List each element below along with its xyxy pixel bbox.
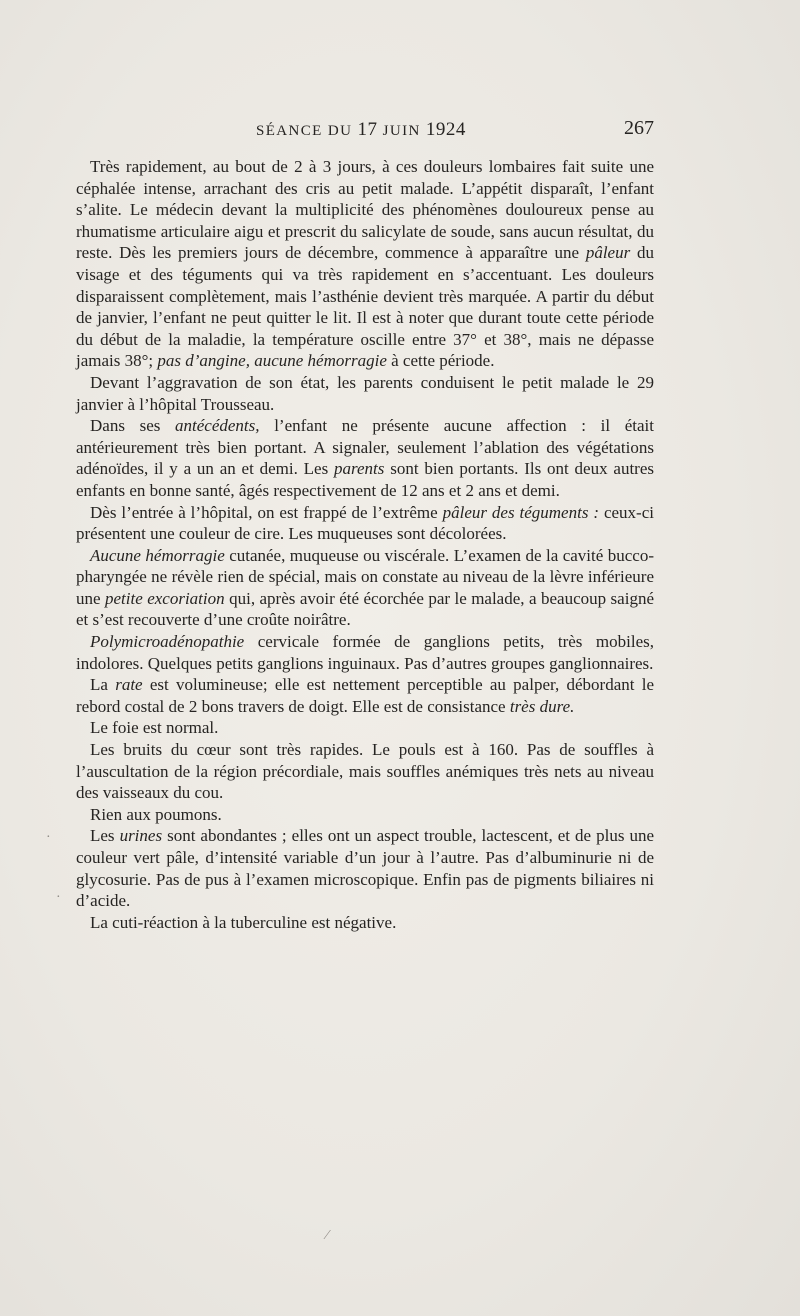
paragraph xyxy=(76,372,654,415)
paragraph xyxy=(76,804,654,826)
running-head-prefix: SÉANCE DU xyxy=(256,123,358,139)
text-run: du visage et des téguments qui va très rapidement en s’accentuant. Les douleurs disparaissent complètement, mais l’asthénie devient très marquée. A partir du début de janvier, l’enfant ne peut quitter le lit. Il est à noter que durant toute cette période du début de la maladie, la température oscille entre 37° et 38°, mais ne dépasse jamais 38°; xyxy=(76,243,655,371)
text-run: La xyxy=(90,675,116,695)
italic-text: rate xyxy=(115,675,143,695)
italic-text: pas d’angine, aucune hémorragie xyxy=(157,351,387,371)
italic-text: pâleur des téguments : xyxy=(442,502,600,522)
italic-text: Polymicroadénopathie xyxy=(90,632,245,652)
text-run: Devant l’aggravation de son état, les parents conduisent le petit malade le 29 janvier à l’hôpital Trousseau. xyxy=(76,372,654,414)
italic-text: urines xyxy=(119,826,163,846)
paragraph xyxy=(76,825,654,911)
text-run: est volumineuse; elle est nettement perceptible au palper, débordant le rebord costal de 2 bons travers de doigt. Elle est de consistance xyxy=(76,675,655,716)
text-run: Les bruits du cœur sont très rapides. Le pouls est à 160. Pas de souffles à l’auscultation de la région précordiale, mais souffles anémiques très nets au niveau des vaisseaux du cou. xyxy=(76,740,654,803)
italic-text: très dure. xyxy=(509,696,575,716)
running-head-year: 1924 xyxy=(425,119,466,140)
text-run: l’enfant ne présente aucune affection : il était antérieurement très bien portant. A signaler, seulement l’ablation des végétations adénoïdes, il y a un an et demi. Les xyxy=(76,416,654,479)
running-head xyxy=(256,119,466,141)
italic-text: Aucune hémorragie xyxy=(90,545,225,565)
text-run: à cette période. xyxy=(386,351,495,371)
italic-text: parents xyxy=(334,459,385,479)
text-run: qui, après avoir été écorchée par le malade, a beaucoup saigné et s’est recouverte d’une croûte noirâtre. xyxy=(76,588,654,630)
text-run: Rien aux poumons. xyxy=(90,804,222,824)
paragraph xyxy=(76,502,654,545)
italic-text: petite excoriation xyxy=(105,588,225,608)
text-run: sont bien portants. Ils ont deux autres enfants en bonne santé, âgés respectivement de 12 ans et 2 ans et demi. xyxy=(76,459,654,500)
italic-text: antécédents, xyxy=(175,416,260,436)
paragraph xyxy=(76,156,654,372)
running-head-day: 17 xyxy=(357,119,378,140)
paragraph xyxy=(76,674,654,717)
body-text xyxy=(76,156,654,933)
paragraph xyxy=(76,631,654,674)
text-run: cervicale formée de ganglions petits, très mobiles, indolores. Quelques petits ganglions inguinaux. Pas d’autres groupes ganglionnaires. xyxy=(76,632,654,673)
text-run: sont abondantes ; elles ont un aspect trouble, lactescent, et de plus une couleur vert pâle, d’intensité variable d’un jour à l’autre. Pas d’albuminurie ni de glycosurie. Pas de pus à l’examen microscopique. Enfin pas de pigments biliaires ni d’acide. xyxy=(76,826,654,911)
paragraph xyxy=(76,739,654,804)
paragraph xyxy=(76,415,654,501)
page-number: 267 xyxy=(624,117,654,139)
text-run: Les xyxy=(90,826,120,846)
text-run: Dès l’entrée à l’hôpital, on est frappé de l’extrême xyxy=(90,502,443,522)
italic-text: pâleur xyxy=(585,243,631,263)
text-run: Dans ses xyxy=(90,416,176,436)
running-head-month: JUIN xyxy=(377,123,426,139)
text-run: Très rapidement, au bout de 2 à 3 jours, à ces douleurs lombaires fait suite une céphalée intense, arrachant des cris au petit malade. L’appétit disparaît, l’enfant s’alite. Le médecin devant la multiplicité des phénomènes douloureux pense au rhumatisme articulaire aigu et prescrit du salicylate de soude, sans aucun résultat, du reste. Dès les premiers jours de décembre, commence à apparaître une xyxy=(76,157,654,263)
paragraph xyxy=(76,912,654,934)
margin-dot-mark: · xyxy=(56,890,61,905)
text-run: Le foie est normal. xyxy=(90,718,219,738)
text-run: ceux-ci présentent une couleur de cire. Les muqueuses sont décolorées. xyxy=(76,502,654,544)
margin-dot-mark: · xyxy=(46,830,51,845)
paragraph xyxy=(76,717,654,739)
margin-dash-mark: ⁄ xyxy=(326,1228,329,1243)
paragraph xyxy=(76,545,654,631)
page-header xyxy=(76,117,654,143)
text-run: La cuti-réaction à la tuberculine est négative. xyxy=(90,912,397,932)
text-run: cutanée, muqueuse ou viscérale. L’examen de la cavité bucco-pharyngée ne révèle rien de spécial, mais on constate au niveau de la lèvre inférieure une xyxy=(76,545,654,608)
